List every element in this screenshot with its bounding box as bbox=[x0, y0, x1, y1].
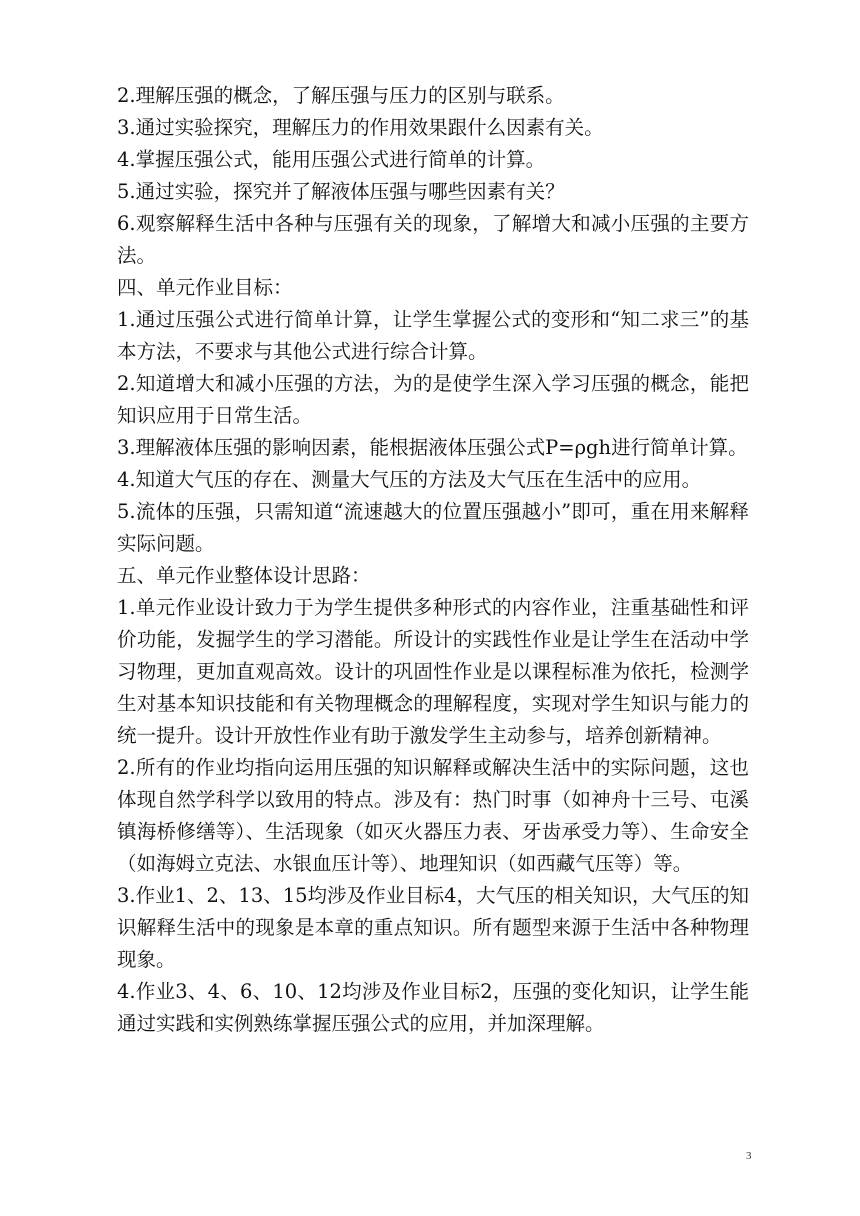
homework-goal-2: 2.知道增大和减小压强的方法，为的是使学生深入学习压强的概念，能把知识应用于日常生活。 bbox=[117, 372, 749, 427]
objective-item-6: 6.观察解释生活中各种与压强有关的现象，了解增大和减小压强的主要方法。 bbox=[117, 212, 749, 267]
homework-goal-1: 1.通过压强公式进行简单计算，让学生掌握公式的变形和“知二求三”的基本方法，不要求与其他公式进行综合计算。 bbox=[117, 308, 749, 363]
homework-goal-5: 5.流体的压强，只需知道“流速越大的位置压强越小”即可，重在用来解释实际问题。 bbox=[117, 500, 749, 555]
design-idea-2: 2.所有的作业均指向运用压强的知识解释或解决生活中的实际问题，这也体现自然学科学以致用的特点。涉及有：热门时事（如神舟十三号、屯溪镇海桥修缮等）、生活现象（如灭火器压力表、牙齿承受力等）、生命安全（如海姆立克法、水银血压计等）、地理知识（如西藏气压等）等。 bbox=[117, 756, 749, 875]
design-idea-3: 3.作业1、2、13、15均涉及作业目标4，大气压的相关知识，大气压的知识解释生活中的现象是本章的重点知识。所有题型来源于生活中各种物理现象。 bbox=[117, 884, 749, 971]
homework-goal-4: 4.知道大气压的存在、测量大气压的方法及大气压在生活中的应用。 bbox=[117, 468, 702, 491]
section-heading-homework-goals: 四、单元作业目标： bbox=[117, 276, 293, 299]
objective-item-4: 4.掌握压强公式，能用压强公式进行简单的计算。 bbox=[117, 148, 546, 171]
document-body bbox=[117, 80, 749, 1040]
objective-item-5: 5.通过实验，探究并了解液体压强与哪些因素有关？ bbox=[117, 180, 565, 203]
objective-item-3: 3.通过实验探究，理解压力的作用效果跟什么因素有关。 bbox=[117, 116, 604, 139]
design-idea-4: 4.作业3、4、6、10、12均涉及作业目标2，压强的变化知识，让学生能通过实践和实例熟练掌握压强公式的应用，并加深理解。 bbox=[117, 980, 749, 1035]
page-number: 3 bbox=[746, 1150, 752, 1162]
homework-goal-3: 3.理解液体压强的影响因素，能根据液体压强公式P=ρgh进行简单计算。 bbox=[117, 436, 748, 459]
section-heading-design-ideas: 五、单元作业整体设计思路： bbox=[117, 564, 371, 587]
objective-item-2: 2.理解压强的概念，了解压强与压力的区别与联系。 bbox=[117, 84, 565, 107]
design-idea-1: 1.单元作业设计致力于为学生提供多种形式的内容作业，注重基础性和评价功能，发掘学生的学习潜能。所设计的实践性作业是让学生在活动中学习物理，更加直观高效。设计的巩固性作业是以课程标准为依托，检测学生对基本知识技能和有关物理概念的理解程度，实现对学生知识与能力的统一提升。设计开放性作业有助于激发学生主动参与，培养创新精神。 bbox=[117, 596, 749, 747]
